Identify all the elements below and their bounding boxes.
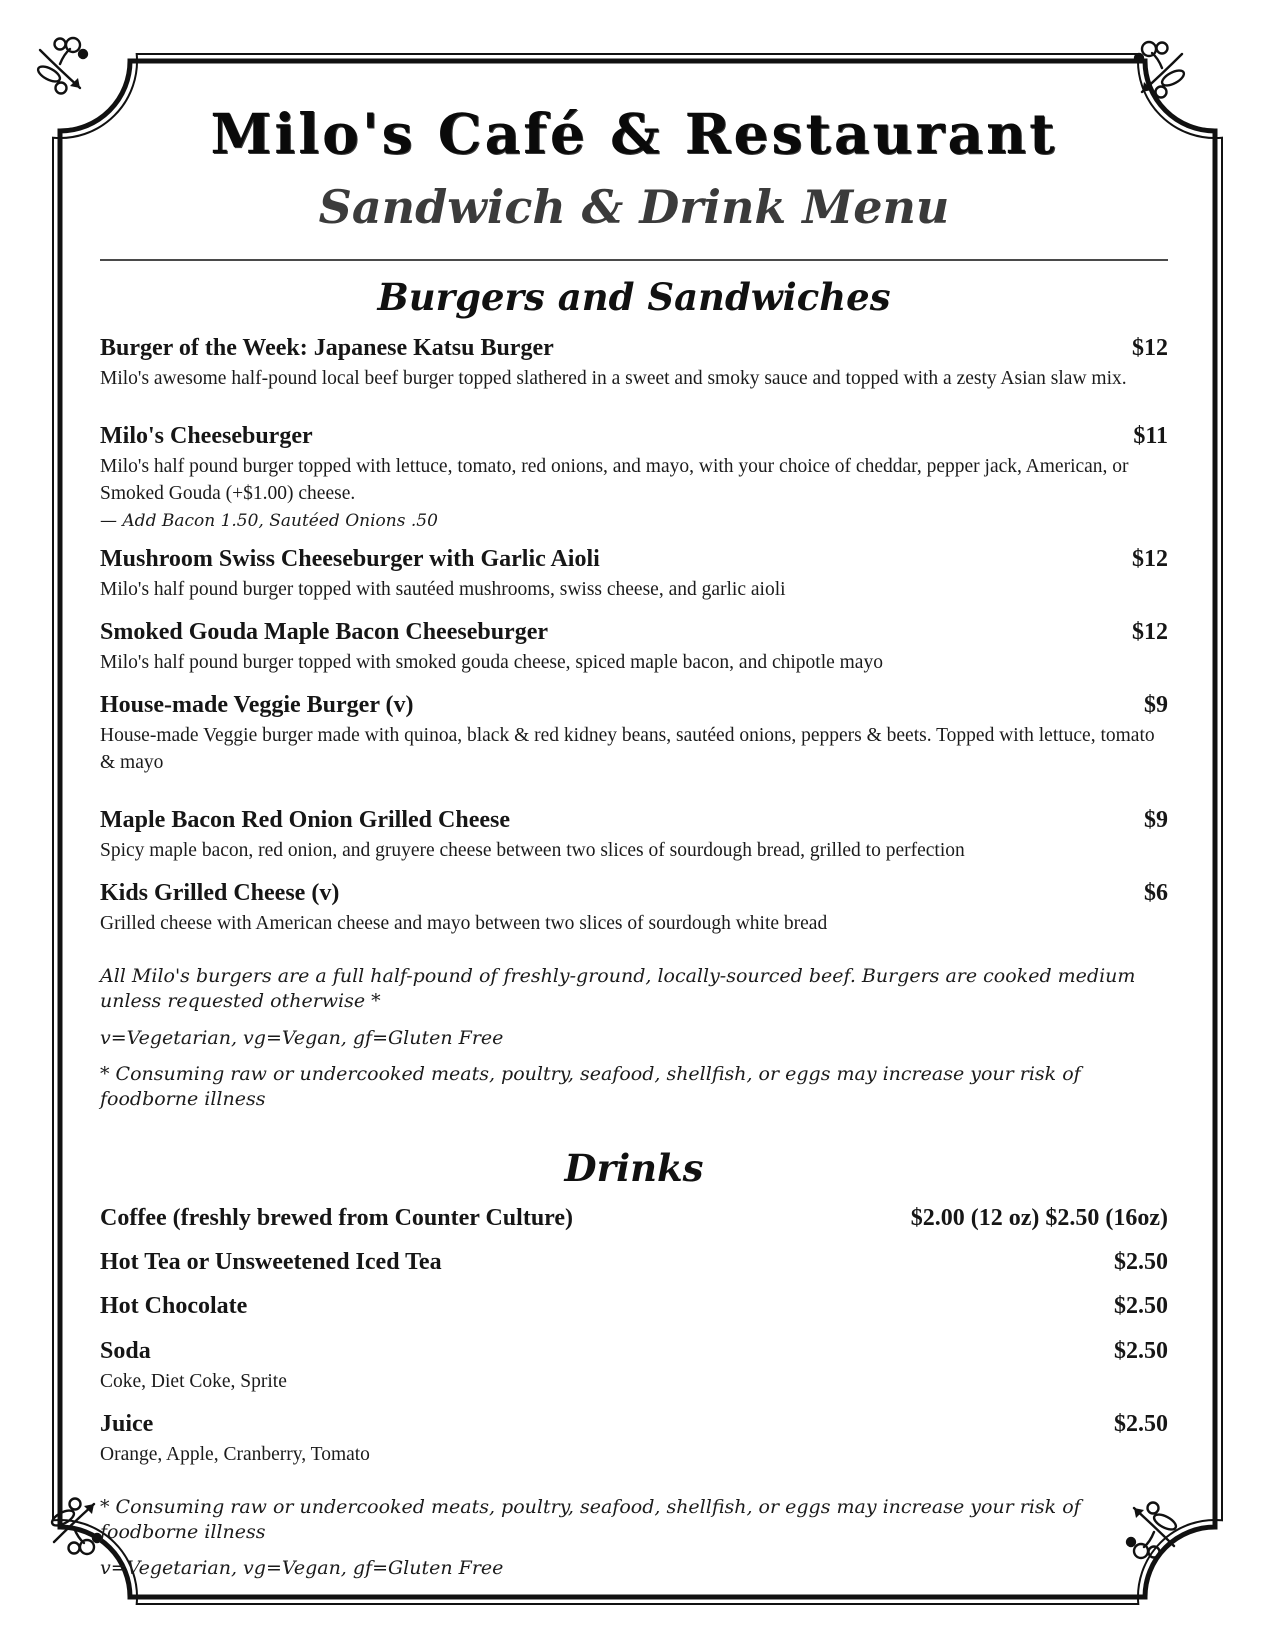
menu-section (100, 275, 1168, 1111)
item-head (100, 1203, 1168, 1234)
item-price: $2.50 (1114, 1410, 1168, 1437)
item-head (100, 1336, 1168, 1367)
menu-item-row (100, 333, 1168, 393)
section-heading: Drinks (564, 1145, 704, 1190)
item-head (100, 333, 1168, 364)
menu-item-row (100, 1291, 1168, 1322)
item-head (100, 1291, 1168, 1322)
item-description: Milo's awesome half-pound local beef burger topped slathered in a sweet and smoky sauce and topped with a zesty Asian slaw mix. (100, 367, 1127, 389)
item-name: Smoked Gouda Maple Bacon Cheeseburger (100, 618, 549, 645)
menu-item-row (100, 805, 1168, 865)
section-heading: Burgers and Sandwiches (377, 275, 891, 320)
item-price: $12 (1132, 618, 1168, 645)
item-name: Juice (100, 1410, 154, 1437)
item-name: Hot Chocolate (100, 1293, 248, 1320)
item-description: Milo's half pound burger topped with smoked gouda cheese, spiced maple bacon, and chipotle mayo (100, 652, 883, 674)
item-description: Spicy maple bacon, red onion, and gruyere cheese between two slices of sourdough bread, grilled to perfection (100, 840, 965, 862)
item-description: House-made Veggie burger made with quinoa, black & red kidney beans, sautéed onions, peppers & beets. Topped with lettuce, tomato & mayo (100, 725, 1155, 774)
section-footnote: v=Vegetarian, vg=Vegan, gf=Gluten Free (100, 1557, 504, 1580)
menu-sections (100, 275, 1168, 1581)
item-name: Soda (100, 1337, 151, 1364)
section-footnote: * Consuming raw or undercooked meats, poultry, seafood, shellfish, or eggs may increase your risk of foodborne illness (100, 1063, 1081, 1110)
item-name: Mushroom Swiss Cheeseburger with Garlic Aioli (100, 545, 600, 572)
item-price: $12 (1132, 545, 1168, 572)
menu-item-row (100, 1203, 1168, 1234)
item-price: $12 (1132, 334, 1168, 361)
restaurant-title: Milo's Café & Restaurant (210, 101, 1058, 166)
item-description: Coke, Diet Coke, Sprite (100, 1370, 287, 1392)
item-head (100, 1247, 1168, 1278)
item-note: — Add Bacon 1.50, Sautéed Onions .50 (100, 510, 438, 531)
item-head (100, 544, 1168, 575)
item-price: $2.50 (1114, 1293, 1168, 1320)
item-description: Orange, Apple, Cranberry, Tomato (100, 1443, 370, 1465)
item-head (100, 805, 1168, 836)
menu-content (100, 0, 1168, 1581)
item-head (100, 878, 1168, 909)
item-name: House-made Veggie Burger (v) (100, 692, 414, 719)
item-price: $11 (1133, 422, 1168, 449)
menu-item-row (100, 1409, 1168, 1469)
item-price: $2.50 (1114, 1337, 1168, 1364)
menu-item-row (100, 690, 1168, 777)
item-price: $9 (1144, 807, 1168, 834)
section-footnote: v=Vegetarian, vg=Vegan, gf=Gluten Free (100, 1026, 504, 1049)
section-footnote: * Consuming raw or undercooked meats, poultry, seafood, shellfish, or eggs may increase your risk of foodborne illness (100, 1495, 1081, 1543)
item-name: Coffee (freshly brewed from Counter Culture) (100, 1205, 574, 1232)
menu-item-row (100, 1247, 1168, 1278)
item-name: Milo's Cheeseburger (100, 422, 313, 449)
menu-subtitle: Sandwich & Drink Menu (318, 179, 950, 234)
item-head (100, 617, 1168, 648)
menu-section (100, 1146, 1168, 1581)
item-price: $2.50 (1114, 1249, 1168, 1276)
item-description: Milo's half pound burger topped with lettuce, tomato, red onions, and mayo, with your choice of cheddar, pepper jack, American, or Smoked Gouda (+$1.00) cheese. (100, 456, 1129, 504)
floral-sprig-icon (30, 34, 102, 106)
item-name: Hot Tea or Unsweetened Iced Tea (100, 1249, 442, 1276)
item-name: Maple Bacon Red Onion Grilled Cheese (100, 807, 510, 834)
item-price: $6 (1144, 880, 1168, 907)
item-price: $9 (1144, 692, 1168, 719)
menu-item-row (100, 421, 1168, 531)
item-description: Grilled cheese with American cheese and mayo between two slices of sourdough white bread (100, 913, 828, 935)
item-head (100, 1409, 1168, 1440)
item-price: $2.00 (12 oz) $2.50 (16oz) (910, 1205, 1168, 1232)
item-name: Kids Grilled Cheese (v) (100, 880, 340, 907)
header-divider (100, 259, 1168, 261)
item-head (100, 690, 1168, 721)
item-head (100, 421, 1168, 452)
item-name: Burger of the Week: Japanese Katsu Burger (100, 334, 554, 361)
menu-item-row (100, 1336, 1168, 1396)
menu-item-row (100, 544, 1168, 604)
section-footnote: All Milo's burgers are a full half-pound of freshly-ground, locally-sourced beef. Burgers are cooked medium unless requested otherwise * (100, 965, 1136, 1012)
menu-item-row (100, 878, 1168, 938)
item-description: Milo's half pound burger topped with sautéed mushrooms, swiss cheese, and garlic aioli (100, 579, 786, 601)
menu-item-row (100, 617, 1168, 677)
